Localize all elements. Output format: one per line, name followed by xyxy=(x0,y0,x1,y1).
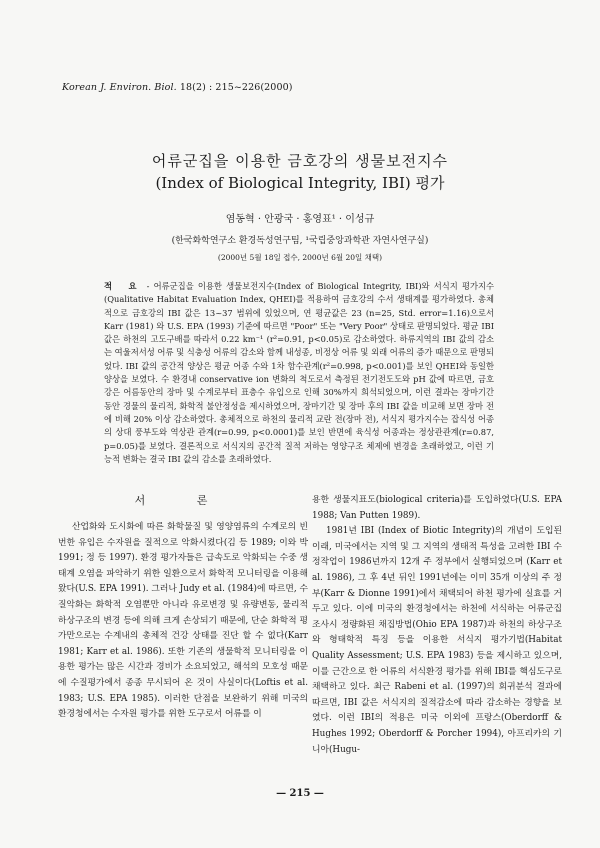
affiliation: (한국화학연구소 환경독성연구팀, ¹국립중앙과학관 자연사연구실) xyxy=(171,236,429,246)
paragraph: 용한 생물지표도(biological criteria)를 도입하였다(U.S. EPA 1988; Van Putten 1989). xyxy=(312,495,562,521)
received-date: (2000년 5월 18일 접수, 2000년 6월 20일 채택) xyxy=(217,253,383,262)
paragraph: 산업화와 도시화에 따른 화학물질 및 영양염류의 수계로의 빈번한 유입은 수자원을 질적으로 악화시켰다(김 등 1989; 이와 박 1991; 정 등 1997). 환경 평가자들은 급속도로 악화되는 수중 생태계 오염을 파악하기 위한 일환으로서 화학적 모니터링을 이용해 왔다(U.S. EPA 1991). 그러나 Judy et al. (1984)에 따르면, 수질악화는 화학적 오염뿐만 아니라 유로변경 및 유량변동, 물리적 하상구조의 변경 등에 의해 크게 손상되기 때문에, 단순 화학적 평가만으로는 수계내의 총체적 건강 상태를 진단 할 수 없다(Karr 1981; Karr et al. 1986). 또한 기존의 생물학적 모니터링을 이용한 평가는 많은 시간과 경비가 소요되었고, 해석의 모호성 때문에 수질평가에서 종종 무시되어 온 것이 사실이다(Loftis et al. 1983; U.S. EPA 1985). 이러한 단점을 보완하기 위해 미국의 환경청에서는 수자원 평가를 위한 도구로서 어류를 이 xyxy=(58,522,308,720)
authors: 염동혁 · 안광국 · 홍영표¹ · 이성규 xyxy=(225,214,375,225)
volume-pages: 18(2) : 215~226(2000) xyxy=(179,82,293,93)
journal-name: Korean J. Environ. Biol. xyxy=(62,82,177,93)
left-column xyxy=(58,520,308,723)
paragraph: 1981년 IBI (Index of Biotic Integrity)의 개념이 도입된 이래, 미국에서는 지역 및 그 지역의 생태적 특성을 고려한 IBI 수정작업이 1986년까지 12개 주 정부에서 실행되었으며 (Karr et al. 1986), 그 후 4년 뒤인 1991년에는 이미 35개 이상의 주 정부(Karr & Dionne 1991)에서 채택되어 하천 평가에 실효를 거두고 있다. 이에 미국의 환경청에서는 하천에 서식하는 어류군집 조사시 정량화된 채집방법(Ohio EPA 1987)과 하천의 하상구조와 형태학적 특징 등을 이용한 서식지 평가기법(Habitat Quality Assessment; U.S. EPA 1983) 등을 제시하고 있으며, 이를 근간으로 한 어류의 서식환경 평가를 위해 IBI를 핵심도구로 채택하고 있다. 최근 Rabeni et al. (1997)의 회귀분석 결과에 따르면, IBI 값은 서식지의 질적감소에 따라 감소하는 경향을 보였다. 이런 IBI의 적용은 미국 이외에 프랑스(Oberdorff & Hughes 1992; Oberdorff & Porcher 1994), 아프리카의 기니아(Hugu- xyxy=(312,526,562,755)
title-english: (Index of Biological Integrity, IBI) 평가 xyxy=(155,174,445,192)
section-heading-introduction: 서 론 xyxy=(134,494,232,507)
right-column xyxy=(312,493,562,758)
journal-header xyxy=(62,82,293,93)
page-number: — 215 — xyxy=(276,788,324,799)
title-korean: 어류군집을 이용한 금호강의 생물보전지수 xyxy=(151,152,449,170)
abstract-text: - 어류군집을 이용한 생물보전지수(Index of Biological Integrity, IBI)와 서식지 평가지수 (Qualitative Habitat Evaluation Index, QHEI)를 적용하여 금호강의 수서 생태계를 평가하였다. 총체적으로 금호강의 IBI 값은 13~37 범위에 있었으며, 연 평균값은 23 (n=25, Std. error=1.16)으로서 Karr (1981) 와 U.S. EPA (1993) 기준에 따르면 "Poor" 또는 "Very Poor" 상태로 판명되었다. 평균 IBI 값은 하천의 고도구배를 따라서 0.22 km⁻¹ (r²=0.91, p<0.05)로 감소하였다. 하류지역의 IBI 값의 감소는 여울저서성 어류 및 식충성 어류의 감소와 함께 내성종, 비정상 어류 및 외래 어류의 증가 때문으로 판명되었다. IBI 값의 공간적 양상은 평균 어종 수와 1차 함수관계(r²=0.998, p<0.001)를 보인 QHEI와 동일한 양상을 보였다. 수 환경내 conservative ion 변화의 척도로서 측정된 전기전도도와 pH 값에 따르면, 금호강은 어름동안의 장마 및 수계로부터 표층수 유입으로 인해 30%까지 희석되었으며, 이런 결과는 장마기간 동안 경물의 물리적, 화학적 불안정성을 제시하였으며, 장마기간 및 장마 후의 IBI 값을 비교해 보면 장마 전에 비해 20% 이상 감소하였다. 총체적으로 하천의 물리적 교란 전(장마 전), 서식지 평가지수는 잡식성 어종의 상대 풍부도와 역상관 관계(r=0.99, p<0.0001)를 보인 반면에 육식성 어종과는 정상관관계(r=0.87, p=0.05)를 보였다. 결론적으로 서식지의 공간적 질적 저하는 영양구조 체제에 변경을 초래하였고, 이런 기능적 변화는 결국 IBI 값의 감소를 초래하였다. xyxy=(104,281,495,464)
abstract-label: 적 요 xyxy=(104,281,143,291)
abstract xyxy=(104,280,494,466)
